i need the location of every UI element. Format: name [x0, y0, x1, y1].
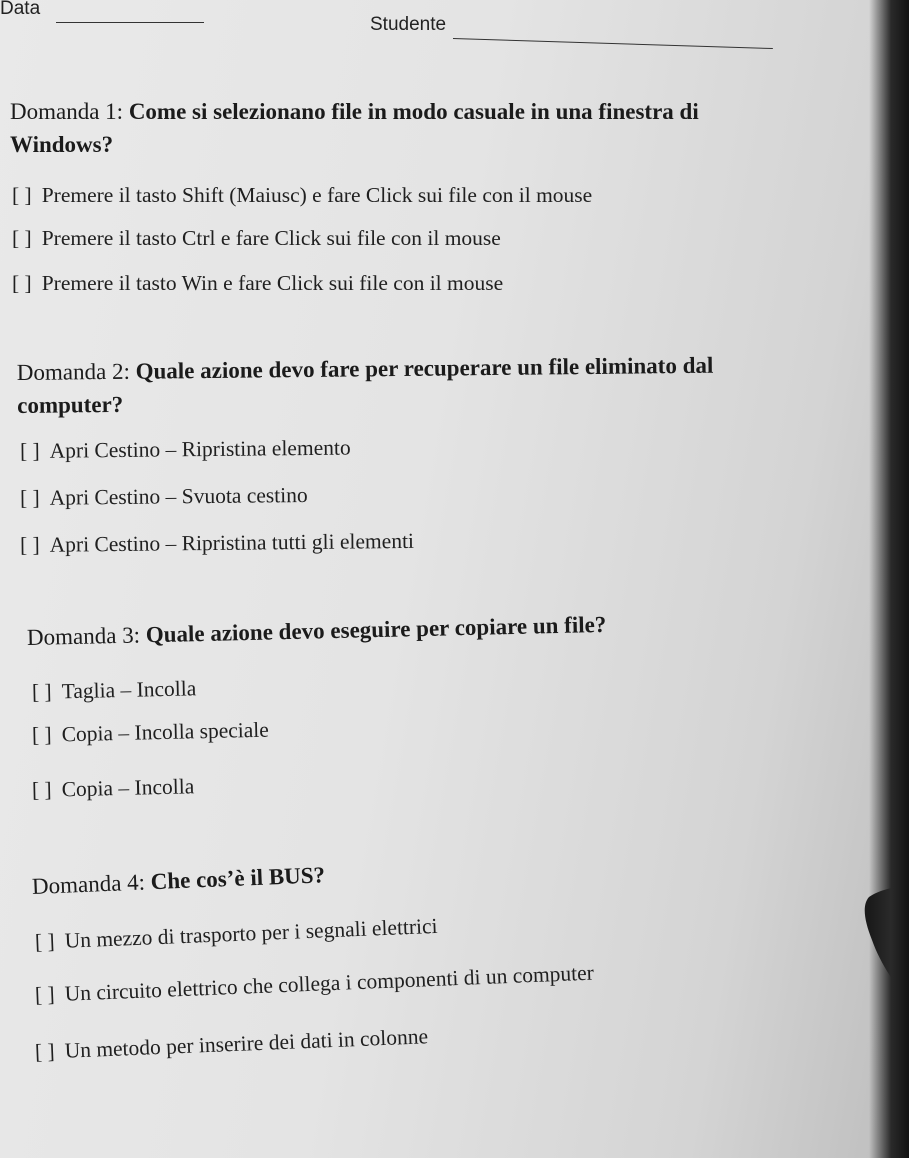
checkbox[interactable]: [ ] [19, 485, 40, 510]
question-3-option-1[interactable] [32, 676, 197, 705]
question-2-option-3[interactable] [20, 529, 414, 558]
option-text: Premere il tasto Shift (Maiusc) e fare Click sui file con il mouse [41, 183, 593, 207]
checkbox[interactable]: [ ] [19, 532, 40, 557]
question-2-text-line2: computer? [17, 391, 124, 418]
checkbox[interactable]: [ ] [12, 183, 32, 207]
checkbox[interactable]: [ ] [34, 1039, 56, 1064]
checkbox[interactable]: [ ] [31, 679, 52, 704]
question-3-option-2[interactable] [32, 718, 269, 748]
page-edge-shadow [869, 0, 909, 1158]
date-blank-line [56, 22, 204, 23]
option-text: Premere il tasto Win e fare Click sui file con il mouse [41, 271, 504, 295]
option-text: Premere il tasto Ctrl e fare Click sui file con il mouse [41, 226, 501, 250]
question-1-option-3[interactable] [12, 271, 503, 296]
question-4-option-1[interactable] [34, 914, 438, 955]
question-1-option-1[interactable] [12, 183, 592, 208]
question-2-label: Domanda 2: [16, 358, 131, 386]
checkbox[interactable]: [ ] [12, 226, 32, 250]
question-2-option-1[interactable] [20, 436, 351, 464]
question-1-text-line2: Windows? [10, 132, 114, 157]
checkbox[interactable]: [ ] [34, 982, 56, 1007]
option-text: Taglia – Incolla [61, 676, 197, 704]
question-1-label: Domanda 1: [10, 99, 124, 124]
checkbox[interactable]: [ ] [12, 271, 32, 295]
question-2 [17, 348, 738, 422]
question-3-text: Quale azione devo eseguire per copiare un file? [145, 611, 607, 648]
checkbox[interactable]: [ ] [31, 722, 52, 747]
option-text: Un mezzo di trasporto per i segnali elettrici [64, 913, 438, 953]
option-text: Apri Cestino – Ripristina tutti gli elementi [49, 528, 415, 557]
option-text: Apri Cestino – Svuota cestino [49, 482, 308, 510]
question-4-text: Che cos’è il BUS? [150, 862, 326, 895]
question-4 [31, 850, 532, 903]
question-4-option-3[interactable] [34, 1024, 428, 1065]
question-1-option-2[interactable] [12, 226, 501, 251]
checkbox[interactable]: [ ] [19, 438, 40, 463]
option-text: Un circuito elettrico che collega i componenti di un computer [64, 960, 595, 1006]
checkbox[interactable]: [ ] [31, 777, 52, 802]
option-text: Un metodo per inserire dei dati in colonne [64, 1024, 429, 1063]
question-1-text-line1: Come si selezionano file in modo casuale in una finestra di [128, 99, 699, 124]
question-1 [10, 95, 710, 161]
option-text: Copia – Incolla [61, 774, 195, 802]
question-4-label: Domanda 4: [31, 869, 146, 899]
question-3-label: Domanda 3: [26, 622, 141, 650]
option-text: Apri Cestino – Ripristina elemento [49, 435, 351, 463]
student-blank-line [453, 38, 773, 49]
checkbox[interactable]: [ ] [34, 929, 56, 954]
question-3-option-3[interactable] [32, 774, 195, 803]
date-label: Data [0, 0, 41, 19]
question-2-option-2[interactable] [20, 483, 308, 511]
question-3 [27, 605, 728, 654]
option-text: Copia – Incolla speciale [61, 717, 270, 747]
student-label: Studente [370, 14, 447, 35]
question-2-text-line1: Quale azione devo fare per recuperare un file eliminato dal [135, 352, 714, 384]
question-4-option-2[interactable] [34, 961, 594, 1008]
